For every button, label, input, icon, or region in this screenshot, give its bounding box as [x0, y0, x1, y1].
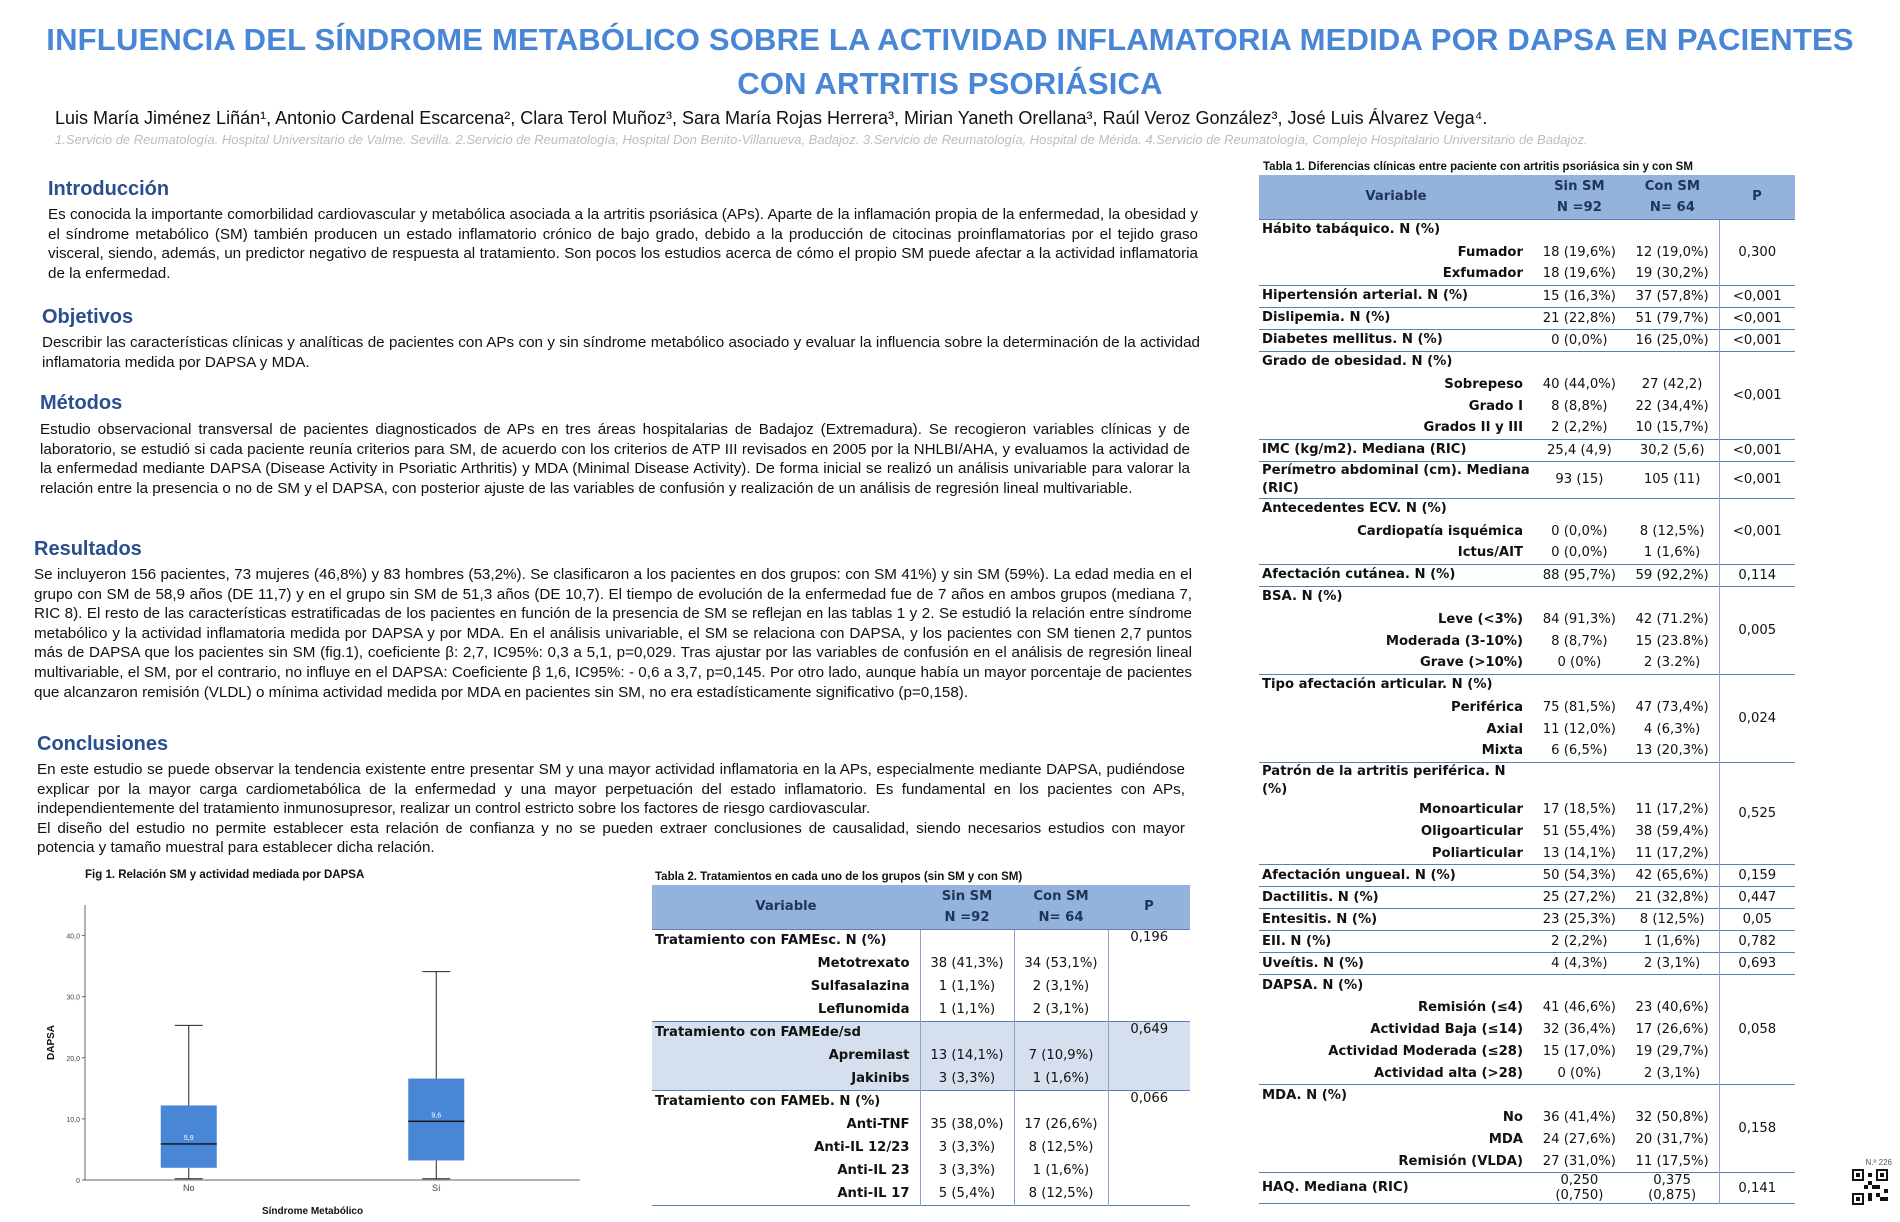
table1-group-row [1259, 975, 1795, 997]
table2-con-value: 2 (3,1%) [1014, 998, 1108, 1021]
y-tick-label: 10,0 [66, 1116, 80, 1124]
table1-group-row [1259, 931, 1795, 953]
table1-group-row [1259, 498, 1795, 520]
table2-con-value: 1 (1,6%) [1014, 1159, 1108, 1182]
table1-sin-value: 25,4 (4,9) [1533, 439, 1626, 461]
table1-header-variable: Variable [1259, 175, 1533, 219]
table1-sin-value: 4 (4,3%) [1533, 953, 1626, 975]
table1-header-sin-sm: Sin SM [1533, 175, 1626, 197]
table1-sin-value: 6 (6,5%) [1551, 743, 1608, 759]
table1-sin-value: 0 (0,0%) [1533, 329, 1626, 351]
table2-row-label: Leflunomida [817, 1001, 910, 1017]
table1-sin-value: 2 (2,2%) [1551, 420, 1608, 436]
table1-cell [1626, 1085, 1719, 1107]
table1-sin-value: 25 (27,2%) [1533, 887, 1626, 909]
table1-con-value: 10 (15,7%) [1635, 420, 1709, 436]
table1-sin-value: 18 (19,6%) [1542, 244, 1616, 260]
table2-row-label: Anti-IL 12/23 [814, 1140, 910, 1155]
table2-con-value: 1 (1,6%) [1014, 1067, 1108, 1090]
table1-sin-value: 15 (17,0%) [1542, 1044, 1616, 1059]
table1-group-row [1259, 865, 1795, 887]
y-axis-label: DAPSA [46, 1024, 57, 1061]
intro-heading: Introducción [48, 178, 170, 200]
table1-row [1259, 417, 1795, 439]
objetivos-paragraph: Describir las características clínicas y analíticas de pacientes con APs con y sin síndrome metabólico asociado y evaluar la influencia sobre la determinación de la actividad inflamatoria medida por DAPSA y MDA. [42, 334, 1200, 371]
table2-group-row [652, 1021, 1190, 1044]
table1-sin-value: 75 (81,5%) [1542, 699, 1616, 715]
table1-cell [1626, 498, 1719, 520]
table1-p-value: 0,158 [1719, 1085, 1795, 1173]
table2-sin-value: 3 (3,3%) [920, 1159, 1014, 1182]
table1-con-value: 2 (3.2%) [1643, 655, 1701, 671]
table2-p-value: 0,649 [1108, 1021, 1190, 1090]
table1-p-value: 0,525 [1719, 762, 1795, 865]
table1-row [1259, 652, 1795, 674]
table1-con-value: 23 (40,6%) [1635, 1000, 1709, 1015]
table1-con-value: 11 (17,5%) [1635, 1153, 1709, 1169]
table2-row-label: Jakinibs [851, 1070, 910, 1086]
table1-group-row [1259, 461, 1795, 498]
table2-row-label: Anti-TNF [846, 1117, 910, 1132]
table2-sin-value: 13 (14,1%) [920, 1044, 1014, 1067]
table1-con-value: 17 (26,6%) [1635, 1022, 1709, 1037]
table1-con-value: 37 (57,8%) [1626, 285, 1719, 307]
table1-p-value: 0,058 [1719, 975, 1795, 1085]
resultados-heading: Resultados [34, 538, 142, 560]
table1-row [1259, 740, 1795, 762]
table2-cell [1014, 1021, 1108, 1044]
table2-group-title: Tratamiento con FAMEb. N (%) [652, 1090, 920, 1113]
table2-con-value: 2 (3,1%) [1014, 975, 1108, 998]
intro-text [48, 205, 1198, 283]
table2-header [652, 885, 1190, 929]
table2-bottom-rule [652, 1205, 1190, 1206]
table1-con-value: 16 (25,0%) [1626, 329, 1719, 351]
table1-con-value: 21 (32,8%) [1626, 887, 1719, 909]
table1-cell [1533, 586, 1626, 608]
table1-row [1259, 1063, 1795, 1085]
table1-p-value: <0,001 [1719, 351, 1795, 439]
x-tick-label: Sí [431, 1183, 441, 1193]
table2-sin-value: 1 (1,1%) [920, 998, 1014, 1021]
table1-group-title: Afectación ungueal. N (%) [1259, 865, 1533, 887]
table1-row-label: Leve (<3%) [1438, 611, 1523, 627]
table1-row [1259, 263, 1795, 285]
table1-row-label: Remisión (VLDA) [1398, 1153, 1523, 1169]
objetivos-heading: Objetivos [42, 306, 134, 328]
table1-row [1259, 1041, 1795, 1063]
table1-con-value: 11 (17,2%) [1635, 802, 1709, 817]
table2-cell [920, 1090, 1014, 1113]
poster-title-line2: CON ARTRITIS PSORIÁSICA [737, 66, 1163, 101]
table1-group-row [1259, 1085, 1795, 1107]
table1-con-value: 19 (30,2%) [1635, 266, 1709, 282]
table1-con-value: 51 (79,7%) [1626, 307, 1719, 329]
table1-p-value: 0,693 [1719, 953, 1795, 975]
table1-row [1259, 821, 1795, 843]
table1-sin-value: 8 (8,8%) [1551, 398, 1608, 414]
table1-con-value: 1 (1,6%) [1626, 931, 1719, 953]
y-tick-label: 40,0 [66, 933, 80, 941]
median-label: 9,6 [431, 1112, 442, 1120]
table1-con-value: 13 (20,3%) [1635, 743, 1709, 759]
table1-p-value: 0,05 [1719, 909, 1795, 931]
table1-con-value: 32 (50,8%) [1635, 1110, 1709, 1125]
table1-row [1259, 630, 1795, 652]
table1-sin-value: 21 (22,8%) [1533, 307, 1626, 329]
table1-sin-value: 32 (36,4%) [1542, 1022, 1616, 1037]
table1-p-value: 0,447 [1719, 887, 1795, 909]
table2-sin-value: 3 (3,3%) [920, 1136, 1014, 1159]
table1-con-value: 8 (12,5%) [1639, 523, 1705, 539]
table1-group-row [1259, 909, 1795, 931]
table1-con-value: 8 (12,5%) [1626, 909, 1719, 931]
affiliations: 1.Servicio de Reumatología. Hospital Universitario de Valme. Sevilla. 2.Servicio de Reumatología, Hospital Don Benito-Villanueva, Badajoz. 3.Servicio de Reumatología, Hospital de Mérida. 4.Servicio de Reumatología, Complejo Hospitalario Universitario de Badajoz. [55, 132, 1588, 147]
table1-row-label: Mixta [1481, 743, 1523, 759]
table2-group-row [652, 929, 1190, 952]
table1-cell [1626, 762, 1719, 799]
table2-row-label: Sulfasalazina [810, 979, 910, 994]
metodos-heading: Métodos [40, 392, 123, 414]
table1-row [1259, 1019, 1795, 1041]
table1-p-value: 0,141 [1719, 1173, 1795, 1204]
dapsa-boxplot [40, 890, 600, 1220]
table1-con-value: 11 (17,2%) [1635, 845, 1709, 861]
table1-sin-value: 40 (44,0%) [1542, 376, 1616, 392]
table1-group-title: EII. N (%) [1259, 931, 1533, 953]
table1-sin-value: 0 (0,0%) [1551, 523, 1608, 539]
table1-group-title: DAPSA. N (%) [1259, 975, 1533, 997]
table1-con-value: 105 (11) [1626, 461, 1719, 498]
table1-row-label: Oligoarticular [1420, 824, 1523, 839]
table2-group-title: Tratamiento con FAMEsc. N (%) [652, 929, 920, 952]
table1-group-title: Dactilitis. N (%) [1259, 887, 1533, 909]
table1-p-value: <0,001 [1719, 439, 1795, 461]
table1-group-title: Perímetro abdominal (cm). Mediana (RIC) [1259, 461, 1533, 498]
table1-sin-value: 41 (46,6%) [1542, 1000, 1616, 1015]
table1-row-label: Ictus/AIT [1457, 545, 1523, 561]
table1-row [1259, 241, 1795, 263]
figure-caption: Fig 1. Relación SM y actividad mediada por DAPSA [85, 869, 365, 881]
table1-sin-value: 93 (15) [1533, 461, 1626, 498]
table1-sin-value: 13 (14,1%) [1542, 845, 1616, 861]
table1-p-value: 0,005 [1719, 586, 1795, 674]
table1-row-label: Sobrepeso [1444, 376, 1523, 392]
table2-caption: Tabla 2. Tratamientos en cada uno de los grupos (sin SM y con SM) [655, 871, 1023, 883]
conclusiones-heading: Conclusiones [37, 733, 169, 755]
table1-con-value: 1 (1,6%) [1643, 545, 1701, 561]
table1-header-p: P [1719, 175, 1795, 219]
table1-cell [1533, 762, 1626, 799]
table1-con-value: 12 (19,0%) [1635, 244, 1709, 260]
table1-sin-value: 2 (2,2%) [1533, 931, 1626, 953]
table1-row-label: Grado I [1468, 398, 1523, 414]
authors: Luis María Jiménez Liñán¹, Antonio Cardenal Escarcena², Clara Terol Muñoz³, Sara María Rojas Herrera³, Mirian Yaneth Orellana³, Raúl Veroz González³, José Luis Álvarez Vega⁴. [55, 108, 1488, 128]
table1-sin-value: 0 (0%) [1557, 655, 1602, 671]
table1-sin-value: 23 (25,3%) [1533, 909, 1626, 931]
table1-group-row [1259, 953, 1795, 975]
table2-group-row [652, 1090, 1190, 1113]
table1-bottom-rule-cell [1259, 1204, 1795, 1205]
table1-group-title: Hipertensión arterial. N (%) [1259, 285, 1533, 307]
table1-row-label: Actividad Baja (≤14) [1370, 1022, 1523, 1037]
table1-sin-value: 0,250 (0,750) [1533, 1173, 1626, 1204]
table1-con-value: 38 (59,4%) [1635, 824, 1709, 839]
table1-group-title: Diabetes mellitus. N (%) [1259, 329, 1533, 351]
qr-code [1848, 1158, 1892, 1202]
table1-group-row [1259, 762, 1795, 799]
table1-group-row [1259, 674, 1795, 696]
table1-row-label: MDA [1488, 1132, 1523, 1147]
table1-group-title: BSA. N (%) [1259, 586, 1533, 608]
table1-cell [1626, 586, 1719, 608]
table1-con-value: 0,375 (0,875) [1626, 1173, 1719, 1204]
table1-sin-value: 27 (31,0%) [1542, 1153, 1616, 1169]
table1-group-row [1259, 887, 1795, 909]
table2-sin-value: 38 (41,3%) [920, 952, 1014, 975]
table1-p-value: <0,001 [1719, 329, 1795, 351]
table1-row-label: Grados II y III [1423, 420, 1523, 436]
table1-row [1259, 520, 1795, 542]
table1-header-sin-n: N =92 [1533, 197, 1626, 219]
table1-header-con-n: N= 64 [1626, 197, 1719, 219]
table1-cell [1626, 674, 1719, 696]
table1-group-title: Entesitis. N (%) [1259, 909, 1533, 931]
table2-row-label: Apremilast [828, 1048, 910, 1063]
table2-bottom-rule-cell [652, 1205, 1190, 1206]
table1-con-value: 19 (29,7%) [1635, 1044, 1709, 1059]
y-tick-label: 0 [76, 1178, 80, 1185]
table1 [1259, 175, 1795, 1204]
table2-cell [1014, 1090, 1108, 1113]
table2-con-value: 8 (12,5%) [1014, 1136, 1108, 1159]
table1-row-label: Actividad Moderada (≤28) [1328, 1044, 1523, 1059]
table1-row-label: Cardiopatía isquémica [1357, 523, 1523, 539]
median-label: 5,9 [183, 1134, 194, 1142]
table2-row-label: Anti-IL 17 [837, 1185, 910, 1201]
table1-p-value: 0,300 [1719, 219, 1795, 285]
table1-group-title: Dislipemia. N (%) [1259, 307, 1533, 329]
table1-group-row [1259, 586, 1795, 608]
table1-group-title: HAQ. Mediana (RIC) [1259, 1173, 1533, 1204]
table2-cell [920, 929, 1014, 952]
table1-group-title: Grado de obesidad. N (%) [1259, 351, 1533, 373]
table1-row-label: Grave (>10%) [1419, 655, 1523, 671]
table1-row [1259, 1107, 1795, 1129]
table2-body [652, 929, 1190, 1206]
table2-header-variable: Variable [652, 885, 920, 929]
table2-con-value: 7 (10,9%) [1014, 1044, 1108, 1067]
resultados-text [34, 565, 1192, 702]
table1-row [1259, 1129, 1795, 1151]
table1-con-value: 2 (3,1%) [1626, 953, 1719, 975]
table1-con-value: 4 (6,3%) [1643, 721, 1701, 737]
table1-row-label: Monoarticular [1419, 802, 1523, 817]
table1-con-value: 20 (31,7%) [1635, 1132, 1709, 1147]
table2-header-con-sm: Con SM [1014, 885, 1108, 907]
table1-group-row [1259, 307, 1795, 329]
table1-row-label: Actividad alta (>28) [1373, 1065, 1523, 1081]
table1-group-row [1259, 564, 1795, 586]
table1-con-value: 42 (65,6%) [1626, 865, 1719, 887]
poster-title [0, 18, 1900, 106]
table1-p-value: <0,001 [1719, 498, 1795, 564]
table2-header-con-n: N= 64 [1014, 907, 1108, 929]
table1-con-value: 15 (23.8%) [1635, 633, 1709, 649]
table1-header-con-sm: Con SM [1626, 175, 1719, 197]
table2-header-sin-n: N =92 [920, 907, 1014, 929]
table1-row [1259, 997, 1795, 1019]
table1-row [1259, 843, 1795, 865]
table1-con-value: 22 (34,4%) [1635, 398, 1709, 414]
table1-sin-value: 0 (0,0%) [1551, 545, 1608, 561]
table1-group-row [1259, 1173, 1795, 1204]
table1-cell [1626, 219, 1719, 241]
table1-body [1259, 219, 1795, 1204]
table1-row [1259, 696, 1795, 718]
table1-group-row [1259, 329, 1795, 351]
table1-sin-value: 15 (16,3%) [1533, 285, 1626, 307]
table1-header-row [1259, 175, 1795, 197]
table1-cell [1533, 674, 1626, 696]
table2-header-sin-sm: Sin SM [920, 885, 1014, 907]
y-tick-label: 30,0 [66, 994, 80, 1002]
table1-cell [1533, 219, 1626, 241]
table2-cell [920, 1021, 1014, 1044]
metodos-paragraph: Estudio observacional transversal de pacientes diagnosticados de APs en tres áreas hospitalarias de Badajoz (Extremadura). Se recogieron variables clínicas y de laboratorio, se estudió si cada paciente reunía criterios para SM, de acuerdo con los criterios de ATP III revisados en 2005 por la NHLBI/AHA, y evaluamos la actividad de la enfermedad mediante DAPSA (Disease Activity in Psoriatic Arthritis) y MDA (Minimal Disease Activity). De forma inicial se realizó un análisis univariable para valorar la relación entre la presencia o no de SM y el DAPSA, con posterior ajuste de las variables de confusión y realización de un análisis de regresión lineal multivariable. [40, 421, 1190, 497]
table1-con-value: 30,2 (5,6) [1626, 439, 1719, 461]
table1-row [1259, 1151, 1795, 1173]
table1-cell [1533, 1085, 1626, 1107]
table1-sin-value: 51 (55,4%) [1542, 824, 1616, 839]
table1-group-row [1259, 351, 1795, 373]
table1-p-value: 0,782 [1719, 931, 1795, 953]
table1-cell [1533, 975, 1626, 997]
qr-label: N.º 226 [1865, 1158, 1892, 1167]
resultados-paragraph: Se incluyeron 156 pacientes, 73 mujeres (46,8%) y 83 hombres (53,2%). Se clasificaron a los pacientes en dos grupos: con SM 41%) y sin SM (59%). La edad media en el grupo con SM de 58,9 años (DE 11,7) y en el grupo sin SM de 51,3 años (DE 10,7). El tiempo de evolución de la enfermedad fue de 7 años en ambos grupos (mediana 7, RIC 8). El resto de las características estratificadas de los pacientes en función de la presencia de SM se reflejan en las tablas 1 y 2. Se estudió la relación entre síndrome metabólico y la actividad inflamatoria medida por DAPSA y por MDA. En el análisis univariable, el SM se relaciona con DAPSA, y los pacientes con SM tienen 2,7 puntos más de DAPSA que los pacientes sin SM (fig.1), coeficiente β: 2,7, IC95%: 0,3 a 5,1, p=0,029. Tras ajustar por las variables de confusión en el análisis de regresión lineal multivariable, el SM, por el contrario, no influye en el DAPSA: Coeficiente β 1,6, IC95%: - 0,6 a 3,7, p=0,145. Por otro lado, aunque había un mayor porcentaje de pacientes que alcanzaron remisión (VLDL) o mínima actividad medida por MDA en pacientes sin SM, no era estadísticamente significativo (p=0,158). [34, 566, 1192, 701]
table2-sin-value: 3 (3,3%) [920, 1067, 1014, 1090]
table2-p-value: 0,196 [1108, 929, 1190, 1021]
table1-sin-value: 0 (0%) [1557, 1065, 1602, 1081]
table1-group-row [1259, 439, 1795, 461]
table1-row [1259, 718, 1795, 740]
table1-p-value: 0,114 [1719, 564, 1795, 586]
table2-row-label: Anti-IL 23 [837, 1163, 910, 1178]
table1-row-label: No [1502, 1110, 1523, 1125]
objetivos-text [42, 333, 1200, 372]
table1-cell [1533, 498, 1626, 520]
table2-header-p: P [1108, 885, 1190, 929]
table1-p-value: 0,024 [1719, 674, 1795, 762]
table1-cell [1533, 351, 1626, 373]
table2-row-label: Metotrexato [817, 956, 910, 971]
table1-sin-value: 18 (19,6%) [1542, 266, 1616, 282]
table1-sin-value: 11 (12,0%) [1542, 721, 1616, 737]
table2-con-value: 17 (26,6%) [1014, 1113, 1108, 1136]
table1-group-title: Uveítis. N (%) [1259, 953, 1533, 975]
box-sí [408, 1079, 464, 1161]
table1-row [1259, 395, 1795, 417]
table1-p-value: 0,159 [1719, 865, 1795, 887]
table1-row-label: Poliarticular [1431, 845, 1523, 861]
table2-sin-value: 5 (5,4%) [920, 1182, 1014, 1205]
table1-row-label: Remisión (≤4) [1417, 1000, 1523, 1015]
poster-title-line1: INFLUENCIA DEL SÍNDROME METABÓLICO SOBRE LA ACTIVIDAD INFLAMATORIA MEDIDA POR DAPSA EN PACIENTES [46, 22, 1854, 57]
table1-group-title: Antecedentes ECV. N (%) [1259, 498, 1533, 520]
conclusiones-paragraph-1: En este estudio se puede observar la tendencia existente entre presentar SM y una mayor actividad inflamatoria en la APs, especialmente mediante DAPSA, pudiéndose explicar por la mayor carga cardiometabólica de la enfermedad y una mayor perpetuación del estado inflamatorio. Es fundamental en los pacientes con APs, independientemente del tratamiento inmunosupresor, realizar un control estricto sobre los factores de riesgo cardiovascular. [37, 761, 1185, 818]
table1-caption: Tabla 1. Diferencias clínicas entre paciente con artritis psoriásica sin y con SM [1263, 161, 1693, 173]
table1-con-value: 2 (3,1%) [1643, 1065, 1701, 1081]
table2-header-row [652, 885, 1190, 907]
table1-p-value: <0,001 [1719, 285, 1795, 307]
table1-row [1259, 542, 1795, 564]
table1-group-title: Hábito tabáquico. N (%) [1259, 219, 1533, 241]
table2-con-value: 8 (12,5%) [1014, 1182, 1108, 1205]
table1-sin-value: 84 (91,3%) [1542, 611, 1616, 627]
table1-p-value: <0,001 [1719, 461, 1795, 498]
table2-con-value: 34 (53,1%) [1014, 952, 1108, 975]
table1-row-label: Periférica [1450, 699, 1523, 715]
table1-group-row [1259, 285, 1795, 307]
table2-group-title: Tratamiento con FAMEde/sd [652, 1021, 920, 1044]
table1-con-value: 47 (73,4%) [1635, 699, 1709, 715]
table1-row-label: Exfumador [1442, 266, 1523, 282]
table1-row-label: Moderada (3-10%) [1385, 633, 1523, 649]
table1-group-title: Tipo afectación articular. N (%) [1259, 674, 1533, 696]
conclusiones-text [37, 760, 1185, 858]
table1-cell [1626, 975, 1719, 997]
table1-sin-value: 8 (8,7%) [1551, 633, 1608, 649]
intro-paragraph: Es conocida la importante comorbilidad cardiovascular y metabólica asociada a la artritis psoriásica (APs). Aparte de la inflamación propia de la enfermedad, la obesidad y el síndrome metabólico (SM) también producen un estado inflamatorio crónico de bajo grado, debido a la producción de citocinas proinflamatorias por el tejido graso visceral, siendo, además, un predictor negativo de respuesta al tratamiento. Son pocos los estudios acerca de cómo el propio SM puede afectar a la actividad inflamatoria de la enfermedad. [48, 206, 1198, 282]
table1-cell [1626, 351, 1719, 373]
table1-sin-value: 17 (18,5%) [1542, 802, 1616, 817]
table2-sin-value: 35 (38,0%) [920, 1113, 1014, 1136]
table1-sin-value: 50 (54,3%) [1533, 865, 1626, 887]
table1-row [1259, 608, 1795, 630]
table2 [652, 885, 1190, 1206]
qr-code-icon [1848, 1169, 1892, 1205]
table1-con-value: 59 (92,2%) [1626, 564, 1719, 586]
table1-header [1259, 175, 1795, 219]
table1-con-value: 42 (71.2%) [1635, 611, 1709, 627]
table2-p-value: 0,066 [1108, 1090, 1190, 1205]
table2-cell [1014, 929, 1108, 952]
table1-group-row [1259, 219, 1795, 241]
table1-sin-value: 24 (27,6%) [1542, 1132, 1616, 1147]
metodos-text [40, 420, 1190, 498]
table2-sin-value: 1 (1,1%) [920, 975, 1014, 998]
conclusiones-paragraph-2: El diseño del estudio no permite establecer esta relación de confianza y no se pueden extraer conclusiones de causalidad, siendo necesarios estudios con mayor potencia y tamaño muestral para establecer dicha relación. [37, 819, 1185, 857]
table1-bottom-rule [1259, 1204, 1795, 1205]
table1-row-label: Fumador [1457, 244, 1523, 260]
table1-group-title: IMC (kg/m2). Mediana (RIC) [1259, 439, 1533, 461]
table1-sin-value: 88 (95,7%) [1533, 564, 1626, 586]
x-axis-label: Síndrome Metabólico [261, 1206, 364, 1217]
table1-con-value: 27 (42,2) [1641, 376, 1703, 392]
table1-group-title: Patrón de la artritis periférica. N (%) [1259, 762, 1533, 799]
table1-group-title: MDA. N (%) [1259, 1085, 1533, 1107]
table1-p-value: <0,001 [1719, 307, 1795, 329]
table1-row [1259, 373, 1795, 395]
x-tick-label: No [182, 1183, 195, 1193]
table1-sin-value: 36 (41,4%) [1542, 1110, 1616, 1125]
y-tick-label: 20,0 [66, 1055, 80, 1063]
table1-row-label: Axial [1486, 721, 1523, 737]
table1-row [1259, 799, 1795, 821]
table1-group-title: Afectación cutánea. N (%) [1259, 564, 1533, 586]
